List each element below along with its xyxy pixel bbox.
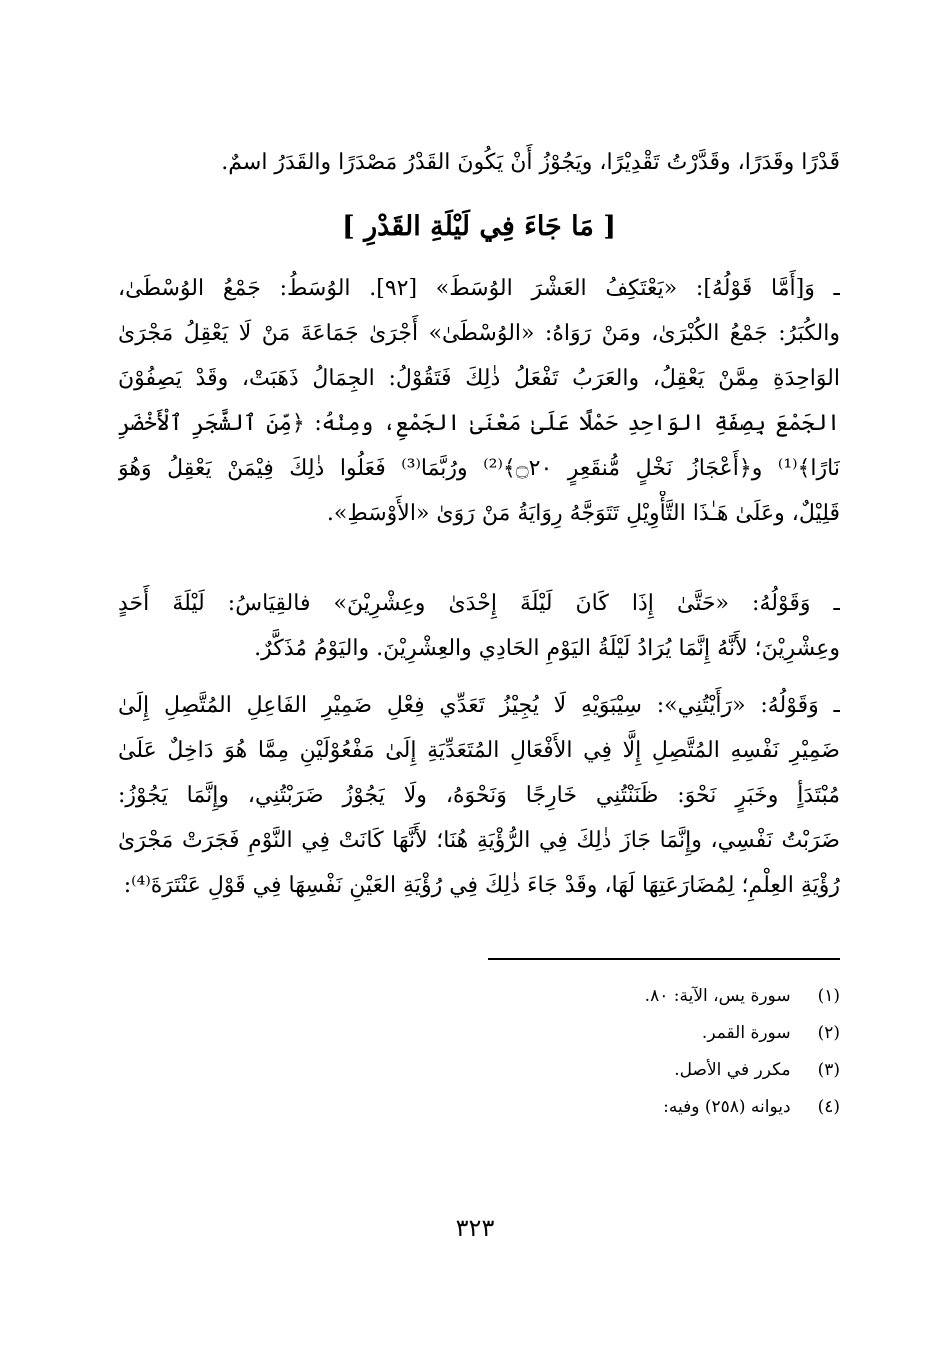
- footnote-number: (٣): [817, 1060, 840, 1080]
- paragraph-3: [118, 683, 840, 908]
- paragraph-3-line-3: مُبْتَدَأٍ وخَبَرٍ نَحْوَ: ظَنَنْتُنِي خَارِجًا وَنَحْوَهُ، ولَا يَجُوْزُ ضَرَبْتُنِي، وإِنَّمَا يَجُوْزُ:: [118, 783, 840, 808]
- intro-text: [118, 140, 840, 185]
- paragraph-2: [118, 581, 840, 671]
- footnote-text: سورة يس، الآية: ٨٠.: [644, 986, 791, 1006]
- paragraph-1-line-6: قَلِيْلٌ، وعَلَىٰ هَـٰذَا التَّأْوِيْلِ تَتَوَجَّهُ رِوَايَةُ مَنْ رَوَىٰ «الأَوْسَطِ».: [326, 501, 840, 526]
- footnote-divider: [488, 958, 840, 960]
- section-heading: [ مَا جَاءَ فِي لَيْلَةِ القَدْرِ ]: [341, 211, 617, 242]
- paragraph-1-line-2: والكُبَرُ: جَمْعُ الكُبْرَىٰ، ومَنْ رَوَاهُ: «الوُسْطَىٰ» أَجْرَىٰ جَمَاعَةَ مَنْ لَا يَعْقِلُ مَجْرَىٰ: [118, 321, 840, 346]
- footnote-4: [400, 1089, 840, 1126]
- page-number: ٣٢٣: [455, 1214, 495, 1242]
- paragraph-1-line-5: نَارًا﴾⁽¹⁾ و﴿أَعْجَازُ نَخْلٍ مُّنقَعِرٍ ۝٢٠﴾⁽²⁾ ورُبَّمَا⁽³⁾ فَعَلُوا ذٰلِكَ فِيْمَنْ يَعْقِلُ وَهُوَ: [118, 456, 840, 481]
- paragraph-3-line-5: رُؤْيَةِ العِلْمِ؛ لِمُضَارَعَتِهَا لَهَا، وقَدْ جَاءَ ذٰلِكَ فِي رُؤْيَةِ العَيْنِ نَفْسِهَا فِي قَوْلِ عَنْتَرَةَ⁽⁴⁾:: [123, 873, 840, 898]
- paragraph-2-line-2: وعِشْرِيْنَ؛ لأَنَّهُ إِنَّمَا يُرَادُ لَيْلَةُ اليَوْمِ الحَادِي والعِشْرِيْنَ. واليَوْمُ مُذَكَّرٌ.: [254, 636, 840, 661]
- paragraph-3-line-4: ضَرَبْتُ نَفْسِي، وإِنَّمَا جَازَ ذٰلِكَ فِي الرُّؤْيَةِ هُنَا؛ لأَنَّهَا كَانَتْ فِي النَّوْمِ فَجَرَتْ مَجْرَىٰ: [118, 828, 840, 853]
- paragraph-2-line-1: ـ وَقَوْلُهُ: «حَتَّىٰ إِذَا كَانَ لَيْلَةَ إِحْدَىٰ وعِشْرِيْنَ» فالقِيَاسُ: لَيْلَةَ أَحَدٍ: [118, 591, 840, 616]
- paragraph-3-line-2: ضَمِيْرِ نَفْسِهِ المُتَّصِلِ إِلَّا فِي الأَفْعَالِ المُتَعَدِّيَةِ إِلَىٰ مَفْعُوْلَيْنِ مِمَّا هُوَ دَاخِلٌ عَلَىٰ: [118, 738, 840, 763]
- paragraph-1: [118, 266, 840, 536]
- footnote-text: ديوانه (٢٥٨) وفيه:: [663, 1097, 791, 1117]
- footnote-number: (٢): [817, 1023, 840, 1043]
- footnote-text: سورة القمر.: [701, 1023, 791, 1043]
- paragraph-1-line-1: ـ وَ[أَمَّا قَوْلُهُ]: «يَعْتَكِفُ العَشْرَ الوُسَطَ» [٩٢]. الوُسَطُ: جَمْعُ الوُسْطَىٰ،: [118, 276, 840, 301]
- footnote-number: (١): [817, 986, 840, 1006]
- footnotes: [400, 978, 840, 1126]
- footnote-2: [400, 1015, 840, 1052]
- footnote-1: [400, 978, 840, 1015]
- footnote-3: [400, 1052, 840, 1089]
- footnote-number: (٤): [817, 1097, 840, 1117]
- paragraph-1-line-3: الوَاحِدَةِ مِمَّنْ يَعْقِلُ، والعَرَبُ تَفْعَلُ ذٰلِكَ فَتَقُوْلُ: الجِمَالُ ذَهَبَتْ، وقَدْ يَصِفُوْنَ: [118, 366, 840, 391]
- intro-line: قَدْرًا وقَدَرًا، وقَدَّرْتُ تَقْدِيْرًا، ويَجُوْزُ أَنْ يَكُونَ القَدْرُ مَصْدَرًا والقَدَرُ اسمٌ.: [221, 150, 840, 175]
- footnote-text: مكرر في الأصل.: [674, 1060, 791, 1080]
- paragraph-1-line-4: الجَمْعَ بِصِفَةِ الوَاحِدِ حَمْلًا عَلَىٰ مَعْنَىٰ الجَمْعِ، ومِنْهُ: ﴿مِّنَ ٱلشَّجَرِ ٱلْأَخْضَرِ: [118, 411, 840, 436]
- paragraph-3-line-1: ـ وَقَوْلُهُ: «رَأَيْتُنِي»: سِيْبَوَيْهِ لَا يُجِيْزُ تَعَدِّي فِعْلِ ضَمِيْرِ الفَاعِلِ المُتَّصِلِ إِلَىٰ: [118, 693, 840, 718]
